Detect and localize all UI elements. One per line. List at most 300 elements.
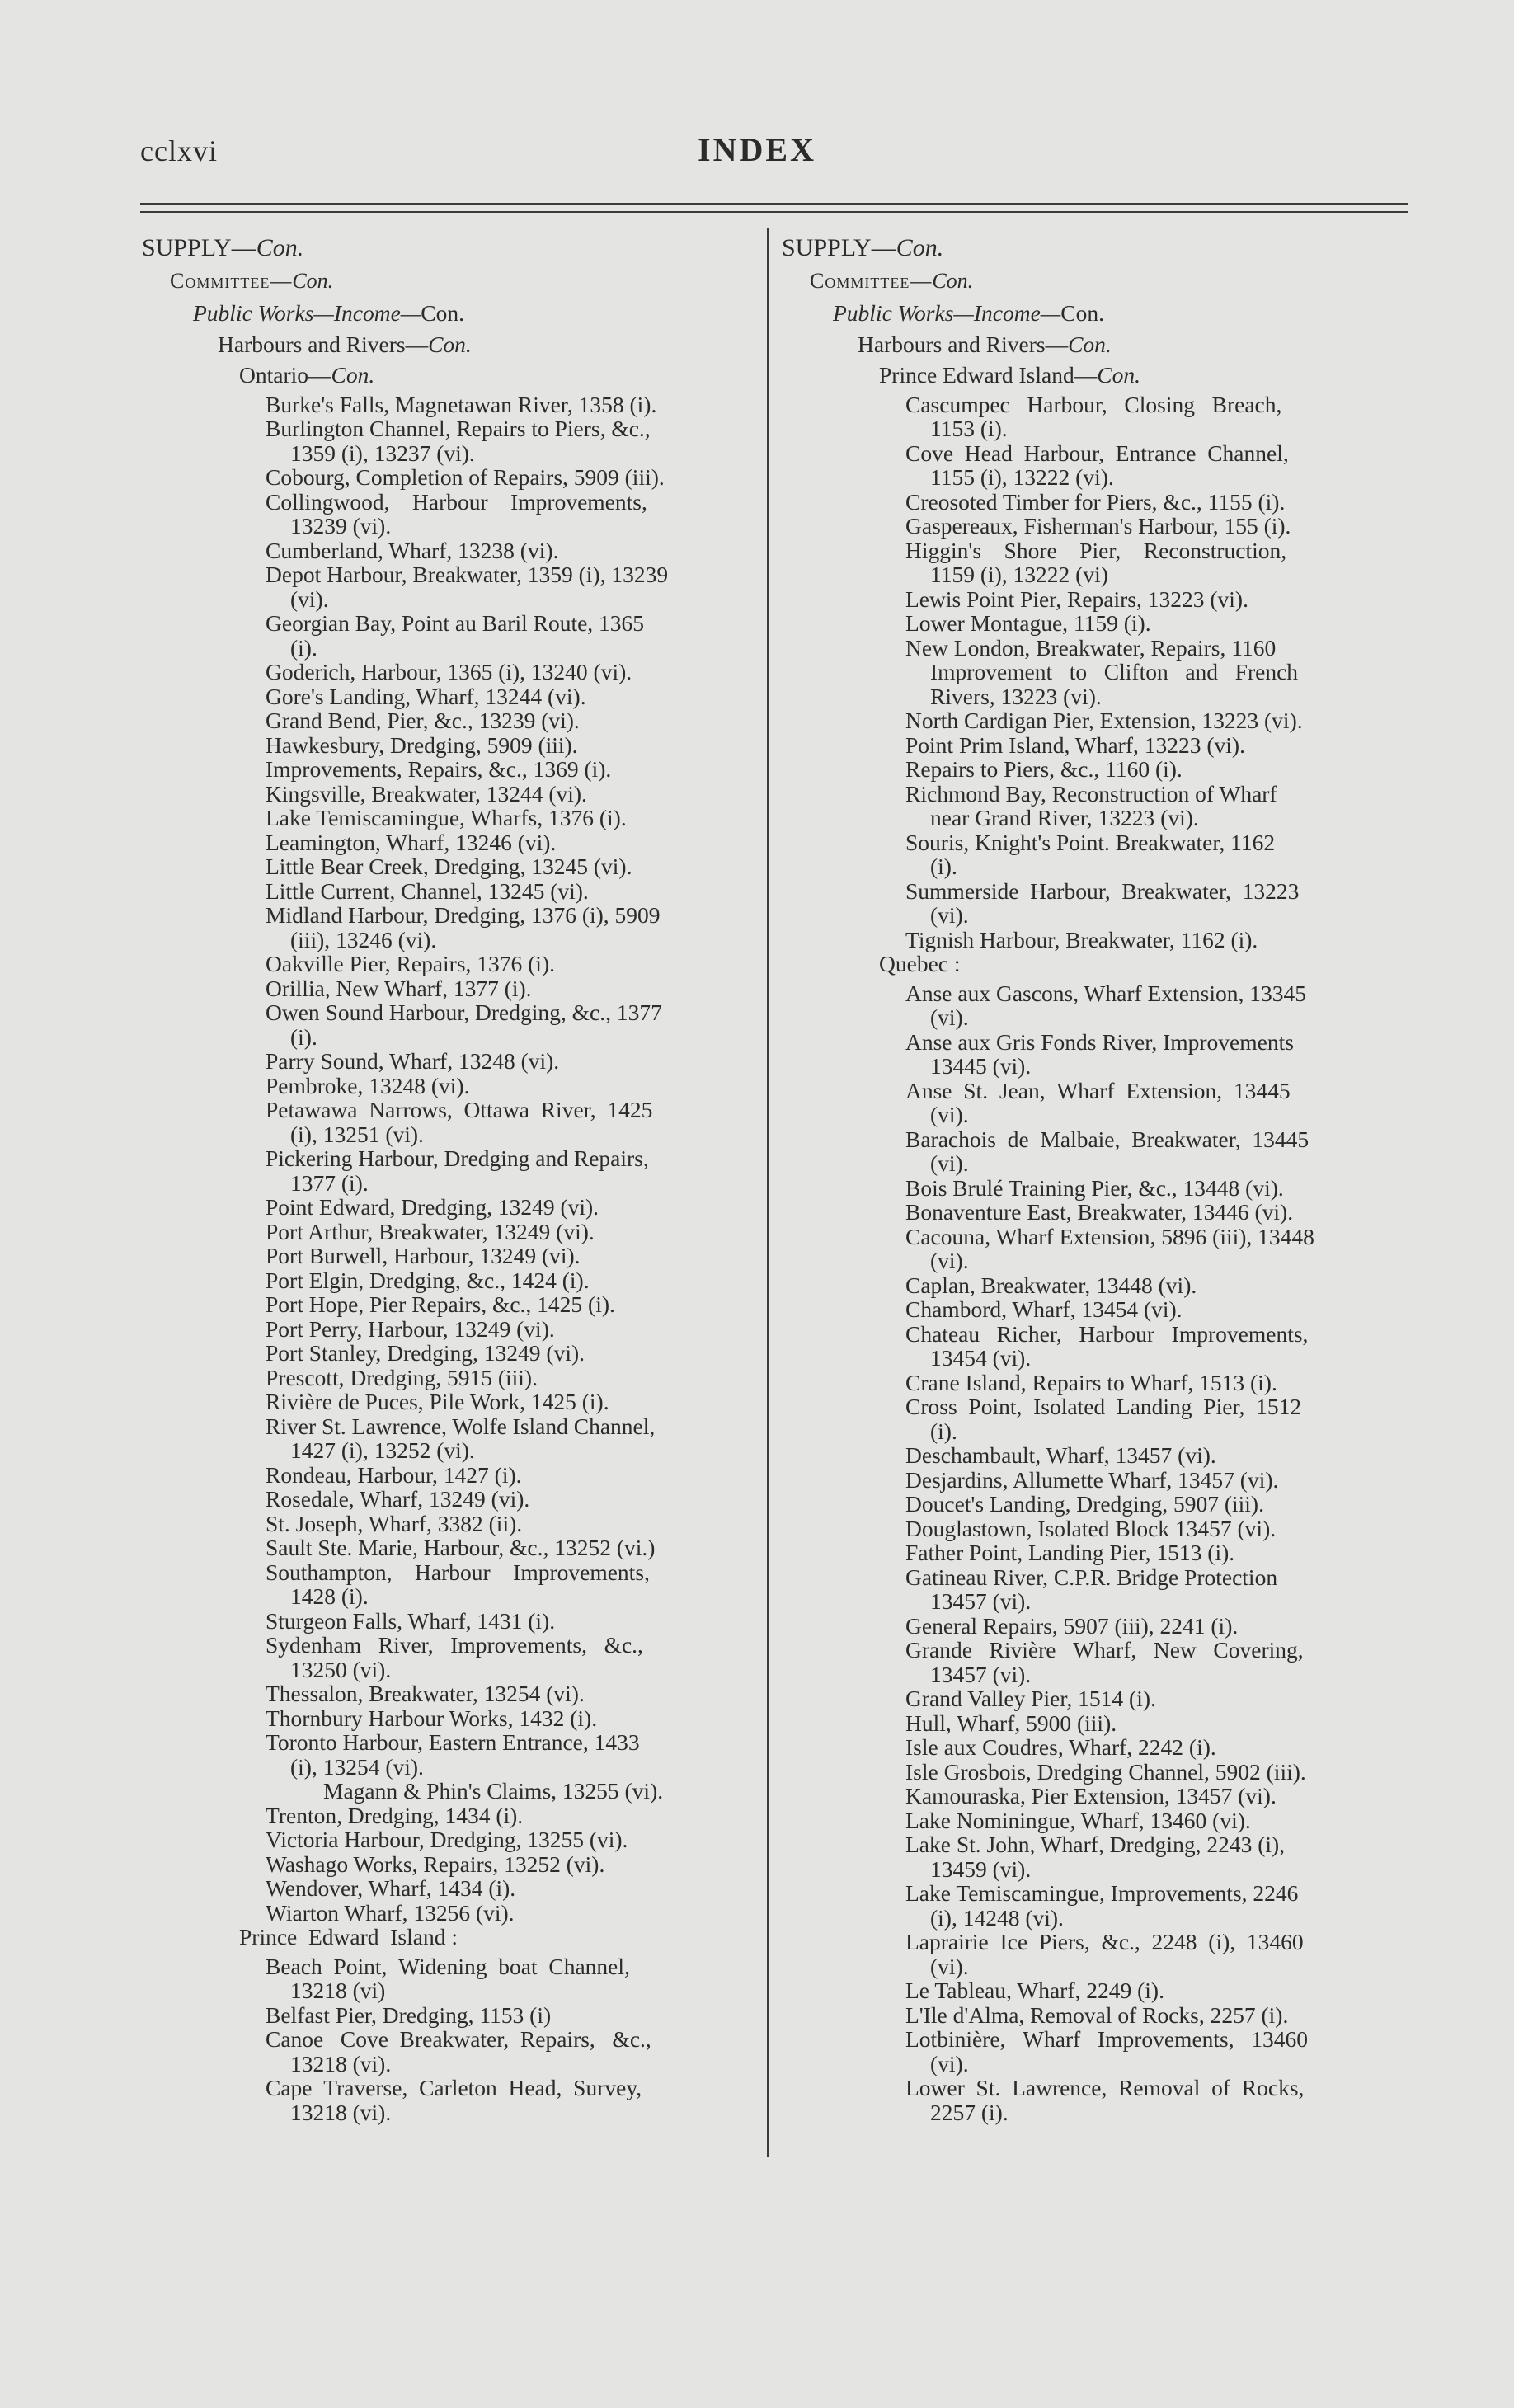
index-line [782, 1663, 1412, 1687]
index-line [782, 806, 1412, 830]
index-line [142, 2027, 769, 2052]
index-line-text: (i). [290, 634, 317, 661]
index-line-text: (vi). [930, 2050, 969, 2076]
index-line [782, 2003, 1412, 2028]
index-line-text: New London, Breakwater, Repairs, 1160 [905, 634, 1277, 661]
index-line [782, 1030, 1412, 1055]
index-line [782, 1711, 1412, 1736]
index-line-text: Hull, Wharf, 5900 (iii). [905, 1710, 1117, 1736]
index-line-text: 13454 (vi). [930, 1345, 1032, 1371]
index-line [782, 269, 1412, 294]
index-line [142, 1536, 769, 1560]
index-line-text: (vi). [930, 1150, 969, 1176]
index-line-text: (vi). [930, 1248, 969, 1273]
index-line [782, 514, 1412, 539]
index-line-text: Father Point, Landing Pier, 1513 (i). [905, 1540, 1235, 1565]
index-line [782, 1079, 1412, 1103]
index-line-text: Thessalon, Breakwater, 13254 (vi). [266, 1681, 585, 1706]
index-line-text: Parry Sound, Wharf, 13248 (vi). [266, 1048, 560, 1074]
index-line [142, 587, 769, 612]
index-line [782, 1443, 1412, 1468]
index-line-text: Little Current, Channel, 13245 (vi). [266, 877, 589, 904]
index-line-text: (i), 13254 (vi). [290, 1753, 424, 1780]
index-line [782, 1686, 1412, 1711]
index-line [782, 636, 1412, 661]
index-line-text: Con. [1060, 300, 1104, 326]
index-line-text: Burlington Channel, Repairs to Piers, &c., [266, 416, 651, 441]
index-line-text: Grand Bend, Pier, &c., 13239 (vi). [266, 708, 580, 733]
index-line [782, 1517, 1412, 1541]
index-line-text: Point Edward, Dredging, 13249 (vi). [266, 1194, 599, 1220]
index-line [142, 465, 769, 490]
index-line [782, 441, 1412, 466]
index-line-text: St. Joseph, Wharf, 3382 (ii). [266, 1510, 523, 1536]
index-line-text: Trenton, Dredging, 1434 (i). [266, 1802, 524, 1828]
index-line-text: 13445 (vi). [930, 1053, 1032, 1079]
index-line [782, 1614, 1412, 1639]
index-line [142, 269, 769, 294]
index-line [782, 1127, 1412, 1152]
index-line-text: 13218 (vi) [290, 1978, 386, 2003]
index-line [782, 1176, 1412, 1201]
index-line [782, 1273, 1412, 1298]
index-line [782, 1103, 1412, 1127]
index-line-text: Orillia, New Wharf, 1377 (i). [266, 975, 532, 1001]
index-line-text: Wiarton Wharf, 13256 (vi). [266, 1899, 515, 1926]
index-line-text: SUPPLY— [142, 234, 256, 261]
index-line-text: Desjardins, Allumette Wharf, 13457 (vi). [905, 1466, 1279, 1493]
index-line-text: Lake Nominingue, Wharf, 13460 (vi). [905, 1807, 1251, 1833]
index-line [782, 1784, 1412, 1808]
index-line [142, 1584, 769, 1609]
index-line-text: L'Ile d'Alma, Removal of Rocks, 2257 (i). [905, 2001, 1289, 2028]
index-line [782, 416, 1412, 441]
index-line [782, 928, 1412, 952]
index-line-text: Cascumpec Harbour, Closing Breach, [905, 391, 1282, 417]
index-line-text: 1427 (i), 13252 (vi). [290, 1437, 475, 1463]
index-line [142, 416, 769, 441]
index-line-text: Deschambault, Wharf, 13457 (vi). [905, 1442, 1216, 1468]
index-line [782, 1297, 1412, 1322]
index-line [142, 514, 769, 539]
index-line-text: Rivière de Puces, Pile Work, 1425 (i). [266, 1389, 609, 1414]
index-line-text: (vi). [290, 586, 329, 612]
index-line [782, 2052, 1412, 2076]
index-line [782, 1005, 1412, 1030]
index-line [782, 1832, 1412, 1857]
index-line-text: Rivers, 13223 (vi). [930, 683, 1102, 709]
index-line [782, 2076, 1412, 2100]
index-line [142, 1244, 769, 1268]
index-line [782, 1565, 1412, 1590]
index-line [142, 1925, 769, 1949]
index-line-text: Le Tableau, Wharf, 2249 (i). [905, 1978, 1164, 2003]
index-line-text: Port Hope, Pier Repairs, &c., 1425 (i). [266, 1291, 615, 1317]
index-line [142, 1171, 769, 1196]
index-line [782, 1225, 1412, 1249]
index-line-text: Laprairie Ice Piers, &c., 2248 (i), 13460 [905, 1929, 1304, 1954]
index-line-text: Lower St. Lawrence, Removal of Rocks, [905, 2075, 1305, 2100]
index-line-text: Point Prim Island, Wharf, 13223 (vi). [905, 731, 1245, 758]
index-line [782, 611, 1412, 636]
index-line [142, 854, 769, 879]
index-line-text: Collingwood, Harbour Improvements, [266, 488, 647, 515]
index-line [142, 1609, 769, 1634]
index-line [142, 1366, 769, 1390]
index-line-text: Depot Harbour, Breakwater, 1359 (i), 13239 [266, 562, 669, 587]
index-line [782, 1492, 1412, 1517]
index-line [142, 490, 769, 515]
index-line [142, 806, 769, 830]
index-line [142, 1122, 769, 1147]
index-line [782, 830, 1412, 855]
index-line-text: Pembroke, 13248 (vi). [266, 1072, 470, 1098]
index-line [142, 903, 769, 928]
index-line-text: Victoria Harbour, Dredging, 13255 (vi). [266, 1827, 628, 1852]
index-line-text: (vi). [930, 902, 969, 928]
index-line-text: (i). [290, 1023, 317, 1050]
header-rule-top [140, 203, 1408, 205]
index-line-text: near Grand River, 13223 (vi). [930, 805, 1199, 830]
index-line-text: 13459 (vi). [930, 1855, 1032, 1882]
index-line-text: Richmond Bay, Reconstruction of Wharf [905, 780, 1277, 807]
index-line [782, 1322, 1412, 1347]
index-line-text: Grande Rivière Wharf, New Covering, [905, 1637, 1304, 1663]
index-line [782, 782, 1412, 807]
index-line-text: Tignish Harbour, Breakwater, 1162 (i). [905, 926, 1258, 952]
index-line-text: 13218 (vi). [290, 2099, 392, 2125]
index-line [782, 903, 1412, 928]
index-line-text: Barachois de Malbaie, Breakwater, 13445 [905, 1126, 1309, 1152]
right-column [782, 236, 1412, 2124]
index-line [142, 1049, 769, 1074]
index-line-text: Cacouna, Wharf Extension, 5896 (iii), 13448 [905, 1223, 1314, 1249]
index-line [782, 1954, 1412, 1979]
index-line-text: Lake Temiscamingue, Wharfs, 1376 (i). [266, 805, 627, 830]
index-line-text: 2257 (i). [930, 2099, 1009, 2125]
index-line-text: Souris, Knight's Point. Breakwater, 1162 [905, 829, 1276, 855]
index-line-text: Bois Brulé Training Pier, &c., 13448 (vi). [905, 1174, 1284, 1201]
index-line [142, 1852, 769, 1877]
index-line [782, 1808, 1412, 1833]
index-line [782, 1857, 1412, 1882]
index-line-text: North Cardigan Pier, Extension, 13223 (vi). [905, 708, 1303, 733]
index-line-italic: Con. [932, 268, 974, 293]
index-line-text: (vi). [930, 1102, 969, 1127]
index-line-text: (vi). [930, 1953, 969, 1979]
index-line-italic: Con. [896, 234, 944, 261]
index-line [142, 1706, 769, 1731]
index-line [142, 1098, 769, 1122]
index-line [142, 1292, 769, 1317]
index-line-text: Pickering Harbour, Dredging and Repairs, [266, 1145, 649, 1171]
index-line [142, 2076, 769, 2100]
index-line-text: Toronto Harbour, Eastern Entrance, 1433 [266, 1729, 640, 1755]
index-line-text: Kamouraska, Pier Extension, 13457 (vi). [905, 1783, 1277, 1808]
index-line [142, 1487, 769, 1512]
index-line-text: (vi). [930, 1004, 969, 1030]
index-line-text: Kingsville, Breakwater, 13244 (vi). [266, 780, 587, 807]
index-line-text: Prince Edward Island : [239, 1924, 458, 1949]
index-line [782, 363, 1412, 388]
index-line [782, 684, 1412, 709]
index-line-text: Crane Island, Repairs to Wharf, 1513 (i). [905, 1369, 1277, 1395]
index-line-text: Port Elgin, Dredging, &c., 1424 (i). [266, 1267, 590, 1293]
index-line-text: Harbours and Rivers— [858, 331, 1069, 357]
index-line-text: Thornbury Harbour Works, 1432 (i). [266, 1705, 598, 1731]
index-line [782, 1540, 1412, 1565]
index-line-text: 1159 (i), 13222 (vi) [930, 562, 1108, 587]
index-line [782, 587, 1412, 612]
index-line [782, 1054, 1412, 1079]
index-line [142, 952, 769, 976]
index-line-text: Caplan, Breakwater, 13448 (vi). [905, 1272, 1197, 1298]
index-line-text: 13239 (vi). [290, 513, 392, 539]
index-line-text: (i), 14248 (vi). [930, 1904, 1064, 1931]
index-line [142, 363, 769, 388]
index-line [142, 1560, 769, 1585]
index-line-italic: Con. [428, 331, 472, 357]
index-line-text: Burke's Falls, Magnetawan River, 1358 (i). [266, 391, 657, 417]
index-line-text: Gaspereaux, Fisherman's Harbour, 155 (i). [905, 513, 1291, 539]
index-line-text: 13218 (vi). [290, 2050, 392, 2076]
index-line [142, 1268, 769, 1293]
index-line-text: Southampton, Harbour Improvements, [266, 1559, 650, 1585]
index-line [782, 757, 1412, 782]
index-line [782, 236, 1412, 261]
index-line [782, 981, 1412, 1006]
index-line-italic: Con. [1068, 331, 1112, 357]
index-line-text: Port Stanley, Dredging, 13249 (vi). [266, 1340, 585, 1366]
index-line [142, 1730, 769, 1755]
index-line-text: Belfast Pier, Dredging, 1153 (i) [266, 2001, 552, 2028]
index-line-text: General Repairs, 5907 (iii), 2241 (i). [905, 1612, 1239, 1639]
index-line [142, 1901, 769, 1926]
index-line-text: Washago Works, Repairs, 13252 (vi). [266, 1851, 605, 1877]
index-line-text: Wendover, Wharf, 1434 (i). [266, 1875, 516, 1901]
index-line [142, 1827, 769, 1852]
index-line [782, 952, 1412, 976]
index-line-text: Doucet's Landing, Dredging, 5907 (iii). [905, 1491, 1264, 1517]
index-line-text: 13457 (vi). [930, 1588, 1032, 1614]
index-line-text: Little Bear Creek, Dredging, 13245 (vi). [266, 854, 632, 879]
index-line-text: (iii), 13246 (vi). [290, 926, 437, 952]
index-line [782, 1930, 1412, 1954]
index-line [142, 393, 769, 417]
index-line [142, 684, 769, 709]
index-line [782, 1468, 1412, 1493]
index-line [142, 1755, 769, 1780]
index-line [142, 539, 769, 563]
index-line-text: Cumberland, Wharf, 13238 (vi). [266, 537, 559, 563]
index-line-text: (i). [930, 854, 957, 879]
index-line-text: Owen Sound Harbour, Dredging, &c., 1377 [266, 999, 662, 1025]
index-line [142, 611, 769, 636]
page-number: cclxvi [140, 134, 218, 167]
index-line [142, 1195, 769, 1220]
index-line [142, 879, 769, 904]
index-line-text: Creosoted Timber for Piers, &c., 1155 (i). [905, 488, 1286, 515]
index-line [782, 1200, 1412, 1225]
index-line-text: Cove Head Harbour, Entrance Channel, [905, 440, 1289, 466]
index-line-text: Beach Point, Widening boat Channel, [266, 1953, 630, 1979]
index-line-text: Gore's Landing, Wharf, 13244 (vi). [266, 683, 586, 709]
index-line-text: (i), 13251 (vi). [290, 1121, 424, 1147]
index-line [782, 1881, 1412, 1906]
index-line-text: Port Burwell, Harbour, 13249 (vi). [266, 1243, 581, 1268]
index-line-text: Chateau Richer, Harbour Improvements, [905, 1320, 1309, 1347]
index-line [142, 1146, 769, 1171]
index-line [142, 708, 769, 733]
index-line-text: Oakville Pier, Repairs, 1376 (i). [266, 951, 555, 976]
index-line [142, 1317, 769, 1342]
index-line-text: 13457 (vi). [930, 1661, 1032, 1687]
index-line-text: Sturgeon Falls, Wharf, 1431 (i). [266, 1607, 556, 1634]
index-line [142, 1000, 769, 1025]
index-line-text: River St. Lawrence, Wolfe Island Channel, [266, 1413, 656, 1439]
index-line-italic: Con. [331, 362, 375, 388]
index-line [782, 1419, 1412, 1444]
index-line-text: 13250 (vi). [290, 1656, 392, 1682]
index-line-text: Cape Traverse, Carleton Head, Survey, [266, 2075, 642, 2100]
index-line [142, 733, 769, 758]
index-line [142, 1438, 769, 1463]
index-line [142, 1876, 769, 1901]
index-line [142, 332, 769, 357]
index-line-text: Sault Ste. Marie, Harbour, &c., 13252 (vi.) [266, 1535, 656, 1560]
index-line [782, 562, 1412, 587]
index-line [142, 782, 769, 807]
index-line-text: Repairs to Piers, &c., 1160 (i). [905, 756, 1183, 782]
index-line-text: Petawawa Narrows, Ottawa River, 1425 [266, 1097, 653, 1122]
index-line-text: Port Perry, Harbour, 13249 (vi). [266, 1315, 555, 1342]
index-line [782, 539, 1412, 563]
index-line-text: Port Arthur, Breakwater, 13249 (vi). [266, 1218, 595, 1244]
index-line [142, 562, 769, 587]
index-line-text: Summerside Harbour, Breakwater, 13223 [905, 877, 1300, 904]
index-line-italic: Public Works—Income— [833, 300, 1061, 326]
index-line-text: Anse aux Gascons, Wharf Extension, 13345 [905, 980, 1306, 1006]
index-line-text: 1153 (i). [930, 416, 1008, 441]
index-line-text: Anse St. Jean, Wharf Extension, 13445 [905, 1077, 1291, 1103]
index-line [142, 1954, 769, 1979]
index-line-text: Lotbinière, Wharf Improvements, 13460 [905, 2026, 1308, 2052]
index-line-text: Prescott, Dredging, 5915 (iii). [266, 1364, 538, 1390]
index-line [782, 2100, 1412, 2125]
index-line-text: Douglastown, Isolated Block 13457 (vi). [905, 1515, 1277, 1541]
index-line [142, 1220, 769, 1244]
index-line [142, 1025, 769, 1050]
index-line-text: Georgian Bay, Point au Baril Route, 1365 [266, 610, 645, 636]
index-line [142, 1633, 769, 1658]
index-line [142, 1341, 769, 1366]
left-column [142, 236, 769, 2124]
index-line-text: Grand Valley Pier, 1514 (i). [905, 1686, 1156, 1711]
index-line [142, 1658, 769, 1682]
index-line [142, 2100, 769, 2125]
index-line-text: Magann & Phin's Claims, 13255 (vi). [323, 1778, 664, 1804]
index-line [142, 757, 769, 782]
index-line [782, 879, 1412, 904]
index-line-text: 1377 (i). [290, 1169, 369, 1196]
index-line-text: Lake St. John, Wharf, Dredging, 2243 (i), [905, 1832, 1286, 1857]
index-line-italic: Con. [1097, 362, 1140, 388]
index-line-text: Gatineau River, C.P.R. Bridge Protection [905, 1564, 1278, 1590]
index-line [782, 332, 1412, 357]
index-line-text: Chambord, Wharf, 13454 (vi). [905, 1296, 1183, 1322]
index-line [782, 1346, 1412, 1371]
index-line [142, 830, 769, 855]
header-rule-bottom [140, 211, 1408, 213]
index-line-text: Improvements, Repairs, &c., 1369 (i). [266, 756, 612, 782]
index-line-text: Midland Harbour, Dredging, 1376 (i), 5909 [266, 902, 661, 928]
index-line [142, 2052, 769, 2076]
page-title: INDEX [698, 131, 816, 168]
index-line [142, 976, 769, 1001]
index-line [782, 660, 1412, 684]
index-line [142, 1390, 769, 1414]
index-line-text: Con. [421, 300, 464, 326]
index-line-text: 1155 (i), 13222 (vi). [930, 464, 1114, 490]
index-line-text: Anse aux Gris Fonds River, Improvements [905, 1028, 1294, 1055]
index-line [142, 2003, 769, 2028]
index-line [782, 2027, 1412, 2052]
index-line [142, 1414, 769, 1439]
index-line-text: Sydenham River, Improvements, &c., [266, 1632, 643, 1658]
index-line-text: Cobourg, Completion of Repairs, 5909 (iii). [266, 464, 665, 490]
index-line [142, 441, 769, 466]
index-line-text: Lake Temiscamingue, Improvements, 2246 [905, 1880, 1299, 1906]
index-line-text: Prince Edward Island— [879, 362, 1098, 388]
index-line-text: Rondeau, Harbour, 1427 (i). [266, 1461, 522, 1488]
index-line-text: Goderich, Harbour, 1365 (i), 13240 (vi). [266, 659, 632, 684]
index-line [142, 1804, 769, 1828]
index-line [782, 1735, 1412, 1760]
index-line [782, 1760, 1412, 1785]
index-line [142, 1074, 769, 1098]
index-line-text: Bonaventure East, Breakwater, 13446 (vi). [905, 1199, 1294, 1225]
index-line [782, 1589, 1412, 1614]
index-line [782, 1151, 1412, 1176]
index-line-text: Lower Montague, 1159 (i). [905, 610, 1151, 636]
index-line [142, 928, 769, 952]
index-line [142, 1978, 769, 2003]
index-line-text: Committee— [170, 268, 293, 293]
index-line [142, 1779, 769, 1804]
index-line [142, 636, 769, 661]
index-line [782, 393, 1412, 417]
index-line [782, 1978, 1412, 2003]
index-line [142, 1512, 769, 1536]
index-line [782, 465, 1412, 490]
index-line-text: Improvement to Clifton and French [930, 659, 1299, 684]
index-line [782, 1638, 1412, 1663]
index-line [782, 1906, 1412, 1931]
index-line-text: Quebec : [879, 951, 961, 976]
index-line-text: Higgin's Shore Pier, Reconstruction, [905, 537, 1287, 563]
index-line-text: Isle Grosbois, Dredging Channel, 5902 (iii). [905, 1758, 1306, 1785]
index-line-text: Rosedale, Wharf, 13249 (vi). [266, 1486, 530, 1512]
index-line [142, 236, 769, 261]
index-line-text: Harbours and Rivers— [218, 331, 429, 357]
index-line [142, 1681, 769, 1706]
index-line-italic: Public Works—Income— [193, 300, 421, 326]
index-line [782, 1371, 1412, 1395]
index-line [142, 301, 769, 326]
index-line-text: Leamington, Wharf, 13246 (vi). [266, 829, 557, 855]
index-line-text: 1428 (i). [290, 1583, 369, 1609]
index-line-italic: Con. [256, 234, 304, 261]
